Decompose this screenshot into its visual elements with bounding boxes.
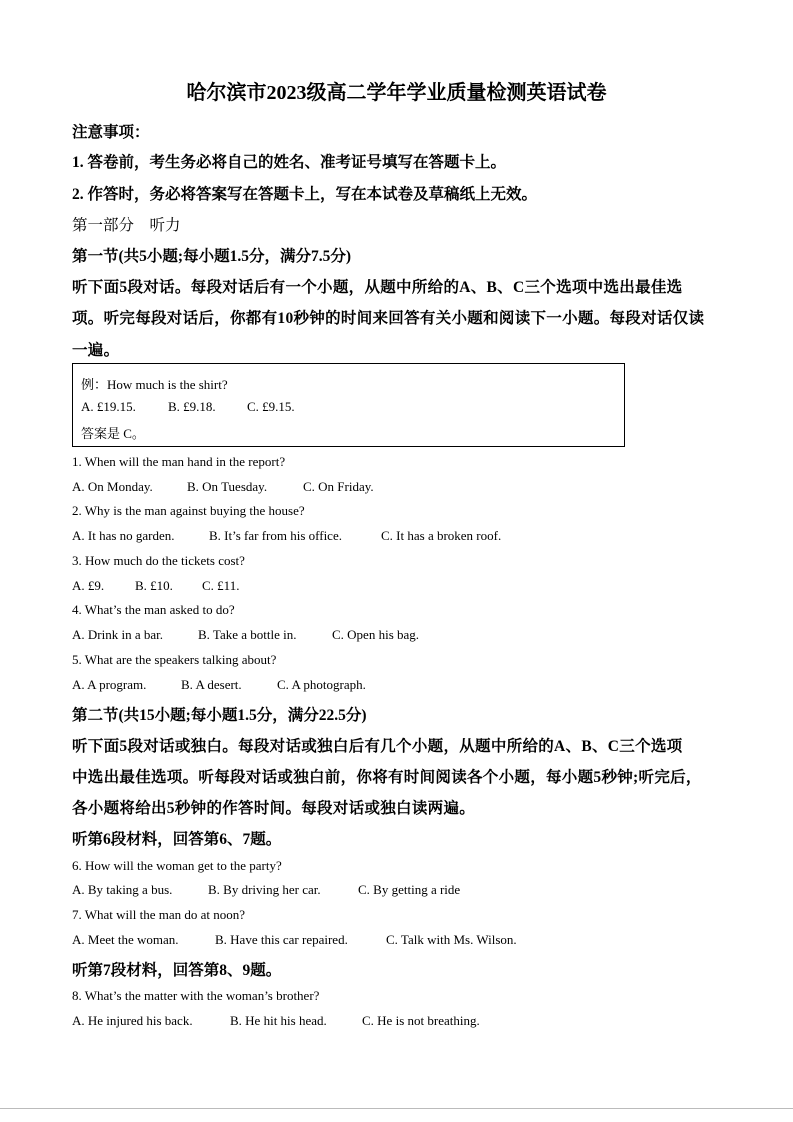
material-7-heading: 听第7段材料，回答第8、9题。 <box>72 962 282 979</box>
question-1: 1. When will the man hand in the report? <box>72 454 286 469</box>
section1-instructions-line3: 一遍。 <box>72 342 120 359</box>
option-b: B. It’s far from his office. <box>209 528 342 543</box>
option-a: A. On Monday. <box>72 479 153 494</box>
option-c: C. It has a broken roof. <box>381 528 502 543</box>
question-5: 5. What are the speakers talking about? <box>72 652 277 667</box>
question-3-options <box>72 578 239 594</box>
option-b: B. A desert. <box>181 677 242 692</box>
option-a: A. A program. <box>72 677 147 692</box>
question-8: 8. What’s the matter with the woman’s brother? <box>72 988 320 1003</box>
example-option-a: A. £19.15. <box>81 399 136 414</box>
material-6-heading: 听第6段材料，回答第6、7题。 <box>72 831 282 848</box>
option-a: A. £9. <box>72 578 105 593</box>
option-c: C. By getting a ride <box>358 882 461 897</box>
option-c: C. Open his bag. <box>332 627 420 642</box>
option-c: C. On Friday. <box>303 479 374 494</box>
option-a: A. Meet the woman. <box>72 932 179 947</box>
notice-heading: 注意事项： <box>72 124 150 141</box>
example-options <box>81 399 295 415</box>
question-4: 4. What’s the man asked to do? <box>72 602 235 617</box>
section1-instructions-line2: 项。听完每段对话后，你都有10秒钟的时间来回答有关小题和阅读下一小题。每段对话仅读 <box>72 310 705 327</box>
notice-item-1: 1. 答卷前，考生务必将自己的姓名、准考证号填写在答题卡上。 <box>72 154 507 171</box>
option-b: B. Take a bottle in. <box>198 627 297 642</box>
option-c: C. £11. <box>202 578 240 593</box>
option-a: A. By taking a bus. <box>72 882 173 897</box>
option-b: B. On Tuesday. <box>187 479 268 494</box>
section2-heading: 第二节(共15小题;每小题1.5分，满分22.5分) <box>72 707 367 724</box>
question-6-options <box>72 882 460 898</box>
option-b: B. He hit his head. <box>230 1013 327 1028</box>
option-a: A. He injured his back. <box>72 1013 193 1028</box>
option-b: B. By driving her car. <box>208 882 321 897</box>
example-answer: 答案是 C。 <box>81 426 145 441</box>
question-4-options <box>72 627 419 643</box>
question-7: 7. What will the man do at noon? <box>72 907 246 922</box>
exam-title: 哈尔滨市2023级高二学年学业质量检测英语试卷 <box>186 82 607 104</box>
option-c: C. He is not breathing. <box>362 1013 480 1028</box>
option-b: B. £10. <box>135 578 173 593</box>
section2-instructions-line2: 中选出最佳选项。听每段对话或独白前，你将有时间阅读各个小题，每小题5秒钟;听完后， <box>72 769 702 786</box>
question-5-options <box>72 677 366 693</box>
section1-instructions-line1: 听下面5段对话。每段对话后有一个小题，从题中所给的A、B、C三个选项中选出最佳选 <box>72 279 683 296</box>
option-a: A. It has no garden. <box>72 528 175 543</box>
option-b: B. Have this car repaired. <box>215 932 348 947</box>
section1-heading: 第一节(共5小题;每小题1.5分，满分7.5分) <box>72 248 351 265</box>
question-1-options <box>72 479 374 495</box>
option-c: C. Talk with Ms. Wilson. <box>386 932 517 947</box>
question-6: 6. How will the woman get to the party? <box>72 858 282 873</box>
example-option-c: C. £9.15. <box>247 399 295 414</box>
page-bottom-divider <box>0 1108 793 1109</box>
part-heading: 第一部分 听力 <box>72 217 181 234</box>
question-2-options <box>72 528 501 544</box>
question-7-options <box>72 932 517 948</box>
option-c: C. A photograph. <box>277 677 366 692</box>
section2-instructions-line1: 听下面5段对话或独白。每段对话或独白后有几个小题，从题中所给的A、B、C三个选项 <box>72 738 683 755</box>
notice-item-2: 2. 作答时，务必将答案写在答题卡上，写在本试卷及草稿纸上无效。 <box>72 186 538 203</box>
example-question: 例：How much is the shirt? <box>81 377 228 392</box>
question-8-options <box>72 1013 480 1029</box>
question-2: 2. Why is the man against buying the house? <box>72 503 305 518</box>
question-3: 3. How much do the tickets cost? <box>72 553 245 568</box>
option-a: A. Drink in a bar. <box>72 627 163 642</box>
section2-instructions-line3: 各小题将给出5秒钟的作答时间。每段对话或独白读两遍。 <box>72 800 476 817</box>
example-option-b: B. £9.18. <box>168 399 216 414</box>
